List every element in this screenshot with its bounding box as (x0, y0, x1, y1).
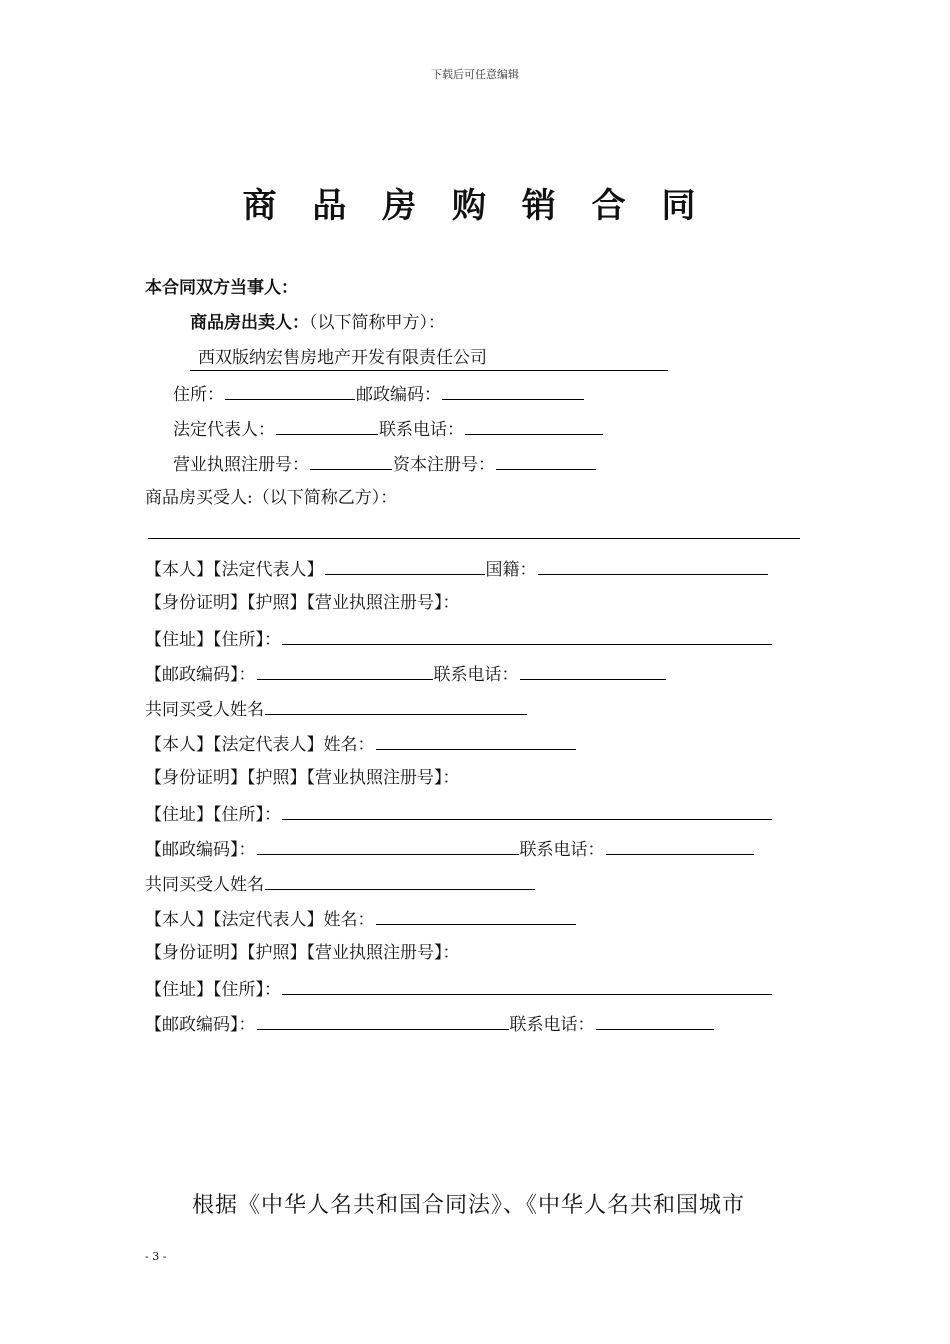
address-field[interactable] (282, 976, 772, 995)
co-buyer-heading: 共同买受人姓名 (145, 875, 264, 895)
phone-label: 联系电话： (433, 665, 519, 685)
co-buyer-2-postcode-line (145, 1011, 715, 1037)
postcode-field[interactable] (257, 1011, 509, 1030)
parties-heading: 本合同双方当事人： (145, 278, 298, 298)
phone-field[interactable] (520, 661, 666, 680)
license-field[interactable] (310, 451, 392, 470)
document-title: 商 品 房 购 销 合 同 (242, 186, 708, 226)
co-buyer-name-field[interactable] (265, 696, 527, 715)
address-label: 【住址】【住所】： (145, 980, 281, 1000)
seller-license-line (173, 451, 597, 477)
phone-field[interactable] (596, 1011, 714, 1030)
address-label: 住所： (173, 385, 224, 405)
address-field[interactable] (225, 381, 355, 400)
capital-field[interactable] (496, 451, 596, 470)
legal-rep-label: 法定代表人： (173, 420, 275, 440)
buyer-address-line (145, 626, 773, 652)
phone-field[interactable] (606, 836, 754, 855)
co-buyer-1-rep-line (145, 731, 577, 757)
phone-field[interactable] (465, 416, 603, 435)
postcode-field[interactable] (442, 381, 584, 400)
capital-label: 资本注册号： (393, 455, 495, 475)
co-buyer-1-id-line: 【身份证明】【护照】【营业执照注册号】： (145, 768, 460, 788)
nationality-field[interactable] (538, 556, 768, 575)
co-buyer-2-id-line: 【身份证明】【护照】【营业执照注册号】： (145, 943, 460, 963)
co-buyer-1-address-line (145, 801, 773, 827)
seller-line (190, 311, 445, 335)
license-label: 营业执照注册号： (173, 455, 309, 475)
buyer-rep-line (145, 556, 769, 582)
seller-label: 商品房出卖人： (190, 313, 309, 333)
page-header-note: 下载后可任意编辑 (431, 68, 519, 81)
co-buyer-2-rep-line (145, 906, 577, 932)
body-paragraph-start: 根据《中华人名共和国合同法》、《中华人名共和国城市 (192, 1193, 746, 1218)
co-buyer-2-heading-line (145, 871, 536, 897)
postcode-label: 【邮政编码】： (145, 665, 256, 685)
postcode-field[interactable] (257, 836, 519, 855)
postcode-label: 【邮政编码】： (145, 1015, 256, 1035)
person-name-label: 【本人】【法定代表人】姓名： (145, 910, 375, 930)
address-field[interactable] (282, 626, 772, 645)
phone-label: 联系电话： (509, 1015, 595, 1035)
seller-company-name: 西双版纳宏售房地产开发有限责任公司 (190, 346, 668, 371)
person-name-label: 【本人】【法定代表人】姓名： (145, 735, 375, 755)
seller-suffix: （以下简称甲方）： (309, 313, 445, 333)
page-number: - 3 - (145, 1250, 167, 1263)
co-buyer-2-address-line (145, 976, 773, 1002)
person-name-field[interactable] (376, 731, 576, 750)
person-rep-label: 【本人】【法定代表人】 (145, 560, 324, 580)
buyer-name-field[interactable] (148, 538, 800, 539)
seller-address-line (173, 381, 585, 407)
buyer-id-line: 【身份证明】【护照】【营业执照注册号】： (145, 593, 460, 613)
address-label: 【住址】【住所】： (145, 805, 281, 825)
nationality-label: 国籍： (485, 560, 537, 580)
co-buyer-1-heading-line (145, 696, 528, 722)
buyer-heading: 商品房买受人:（以下简称乙方）： (145, 488, 398, 508)
seller-rep-line (173, 416, 604, 442)
buyer-postcode-line (145, 661, 667, 687)
postcode-field[interactable] (257, 661, 433, 680)
address-label: 【住址】【住所】： (145, 630, 281, 650)
phone-label: 联系电话： (519, 840, 605, 860)
seller-company-line (190, 346, 668, 371)
co-buyer-name-field[interactable] (265, 871, 535, 890)
person-name-field[interactable] (376, 906, 576, 925)
legal-rep-field[interactable] (276, 416, 378, 435)
person-rep-field[interactable] (325, 556, 485, 575)
address-field[interactable] (282, 801, 772, 820)
postcode-label: 【邮政编码】： (145, 840, 256, 860)
co-buyer-1-postcode-line (145, 836, 755, 862)
postcode-label: 邮政编码： (356, 385, 441, 405)
phone-label: 联系电话： (379, 420, 464, 440)
co-buyer-heading: 共同买受人姓名 (145, 700, 264, 720)
